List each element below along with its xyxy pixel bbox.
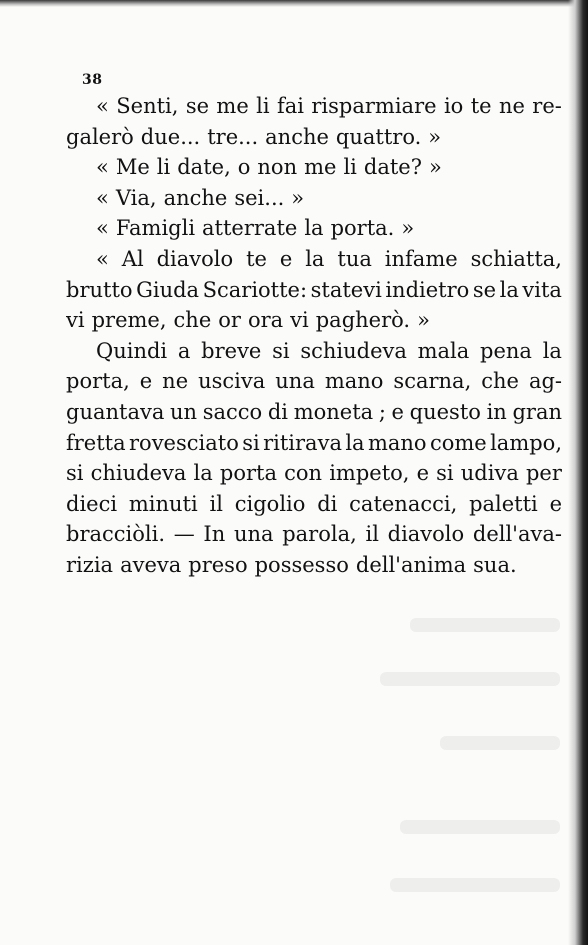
- word: »: [401, 216, 415, 241]
- word: non: [257, 155, 298, 180]
- word: la: [499, 277, 519, 302]
- word: si: [66, 461, 84, 486]
- word: possesso: [254, 552, 349, 577]
- word: sacco: [202, 399, 263, 424]
- text-line: [66, 489, 562, 520]
- word: si: [436, 461, 454, 486]
- word: Giuda: [136, 277, 200, 302]
- word: minuti: [128, 491, 198, 516]
- body-text: [66, 91, 562, 581]
- word: Famigli: [115, 216, 196, 241]
- word: impeto,: [329, 461, 410, 486]
- word: in: [486, 399, 507, 424]
- word: »: [291, 185, 305, 210]
- word: Me: [115, 155, 150, 180]
- word: per: [525, 461, 562, 486]
- text-line: [66, 183, 562, 214]
- word: aveva: [120, 552, 182, 577]
- word: e: [416, 461, 430, 486]
- word: una: [275, 369, 315, 394]
- word: «: [96, 155, 109, 180]
- word: ne: [498, 94, 525, 118]
- word: sei...: [234, 185, 285, 210]
- word: la: [193, 461, 213, 486]
- word: «: [96, 246, 109, 271]
- word: e: [139, 369, 153, 394]
- word: Senti,: [116, 94, 179, 118]
- word: ag-: [528, 369, 562, 394]
- word: o: [237, 155, 251, 180]
- word: come: [429, 430, 487, 455]
- word: mano: [324, 369, 384, 394]
- text-line: [66, 122, 562, 153]
- word: anche: [265, 124, 329, 149]
- show-through-smudge: [390, 878, 560, 892]
- word: e: [391, 399, 404, 424]
- word: «: [96, 94, 109, 118]
- word: dieci: [66, 491, 118, 516]
- word: date,: [177, 155, 231, 180]
- word: statevi: [310, 277, 382, 302]
- word: fai: [276, 94, 304, 118]
- word: brutto: [66, 277, 133, 302]
- word: la: [305, 246, 325, 271]
- word: catenacci,: [349, 491, 458, 516]
- word: dell'ava-: [472, 522, 562, 547]
- word: parola,: [282, 522, 357, 547]
- word: rizia: [66, 552, 114, 577]
- word: Al: [121, 246, 144, 271]
- word: e: [279, 246, 293, 271]
- show-through-smudge: [440, 736, 560, 750]
- word: la: [542, 338, 562, 363]
- word: »: [428, 155, 442, 180]
- word: me: [216, 94, 249, 118]
- word: si: [242, 430, 260, 455]
- word: guantava: [66, 399, 165, 424]
- word: atterrate: [202, 216, 298, 241]
- word: scarna,: [393, 369, 472, 394]
- text-line: [66, 397, 562, 428]
- word: a: [177, 338, 191, 363]
- word: diavolo: [387, 522, 465, 547]
- word: pagherò.: [315, 308, 411, 333]
- page-number: 38: [82, 72, 103, 88]
- word: che: [173, 308, 212, 333]
- word: udiva: [460, 461, 519, 486]
- word: il: [209, 491, 223, 516]
- word: tua: [337, 246, 372, 271]
- word: la: [345, 430, 365, 455]
- word: preme,: [91, 308, 167, 333]
- word: «: [96, 185, 109, 210]
- word: moneta: [293, 399, 374, 424]
- page-top-edge-shadow: [0, 0, 588, 7]
- word: »: [428, 124, 442, 149]
- word: mala: [417, 338, 470, 363]
- word: un: [170, 399, 198, 424]
- page-binding-shadow: [568, 0, 588, 945]
- word: due...: [140, 124, 201, 149]
- word: ora: [247, 308, 284, 333]
- word: paletti: [469, 491, 538, 516]
- text-line: [66, 519, 562, 550]
- text-line: [66, 152, 562, 183]
- text-line: [66, 366, 562, 397]
- word: Via,: [115, 185, 157, 210]
- word: porta,: [66, 369, 130, 394]
- word: «: [96, 216, 109, 241]
- word: mano: [367, 430, 427, 455]
- word: bracciòli.: [66, 522, 165, 547]
- word: cigolio: [234, 491, 306, 516]
- text-line: [66, 244, 562, 275]
- word: gran: [512, 399, 562, 424]
- text-line: [66, 428, 562, 459]
- word: ritirava: [263, 430, 342, 455]
- word: »: [417, 308, 430, 333]
- word: di: [317, 491, 338, 516]
- word: lampo,: [490, 430, 562, 455]
- word: se: [472, 277, 497, 302]
- text-line: [66, 336, 562, 367]
- word: ne: [162, 369, 189, 394]
- word: e: [549, 491, 562, 516]
- word: diavolo: [156, 246, 234, 271]
- word: li: [156, 155, 171, 180]
- word: te: [470, 94, 492, 118]
- word: usciva: [198, 369, 266, 394]
- word: schiudeva: [300, 338, 407, 363]
- text-line: [66, 275, 562, 306]
- word: infame: [384, 246, 458, 271]
- word: fretta: [66, 430, 126, 455]
- text-line: [66, 305, 562, 336]
- word: dell'anima: [355, 552, 467, 577]
- word: una: [233, 522, 274, 547]
- show-through-smudge: [400, 820, 560, 834]
- text-line: [66, 213, 562, 244]
- word: porta: [219, 461, 278, 486]
- word: con: [284, 461, 323, 486]
- word: sua.: [473, 552, 517, 577]
- word: di: [267, 399, 289, 424]
- word: il: [365, 522, 379, 547]
- word: —: [173, 522, 195, 547]
- word: questo: [409, 399, 481, 424]
- word: Quindi: [96, 338, 168, 363]
- word: si: [272, 338, 290, 363]
- word: breve: [201, 338, 262, 363]
- word: rovesciato: [129, 430, 239, 455]
- word: ;: [378, 399, 386, 424]
- word: li: [343, 155, 357, 180]
- word: li: [256, 94, 270, 118]
- word: porta.: [330, 216, 395, 241]
- word: pena: [480, 338, 532, 363]
- word: or: [218, 308, 241, 333]
- word: che: [481, 369, 519, 394]
- word: tre...: [207, 124, 259, 149]
- word: me: [304, 155, 337, 180]
- word: se: [185, 94, 210, 118]
- text-line: [66, 91, 562, 122]
- word: re-: [532, 94, 562, 118]
- word: anche: [163, 185, 228, 210]
- text-line: [66, 458, 562, 489]
- word: date?: [363, 155, 422, 180]
- word: In: [203, 522, 226, 547]
- show-through-smudge: [410, 618, 560, 632]
- word: indietro: [385, 277, 470, 302]
- show-through-smudge: [380, 672, 560, 686]
- word: preso: [188, 552, 248, 577]
- word: te: [246, 246, 267, 271]
- word: io: [443, 94, 464, 118]
- word: quattro.: [335, 124, 422, 149]
- word: schiatta,: [470, 246, 562, 271]
- word: vi: [66, 308, 85, 333]
- word: chiudeva: [90, 461, 187, 486]
- text-line: [66, 550, 562, 581]
- word: vita: [522, 277, 562, 302]
- word: vi: [290, 308, 309, 333]
- word: la: [304, 216, 324, 241]
- word: galerò: [66, 124, 134, 149]
- word: risparmiare: [311, 94, 437, 118]
- word: Scariotte:: [202, 277, 308, 302]
